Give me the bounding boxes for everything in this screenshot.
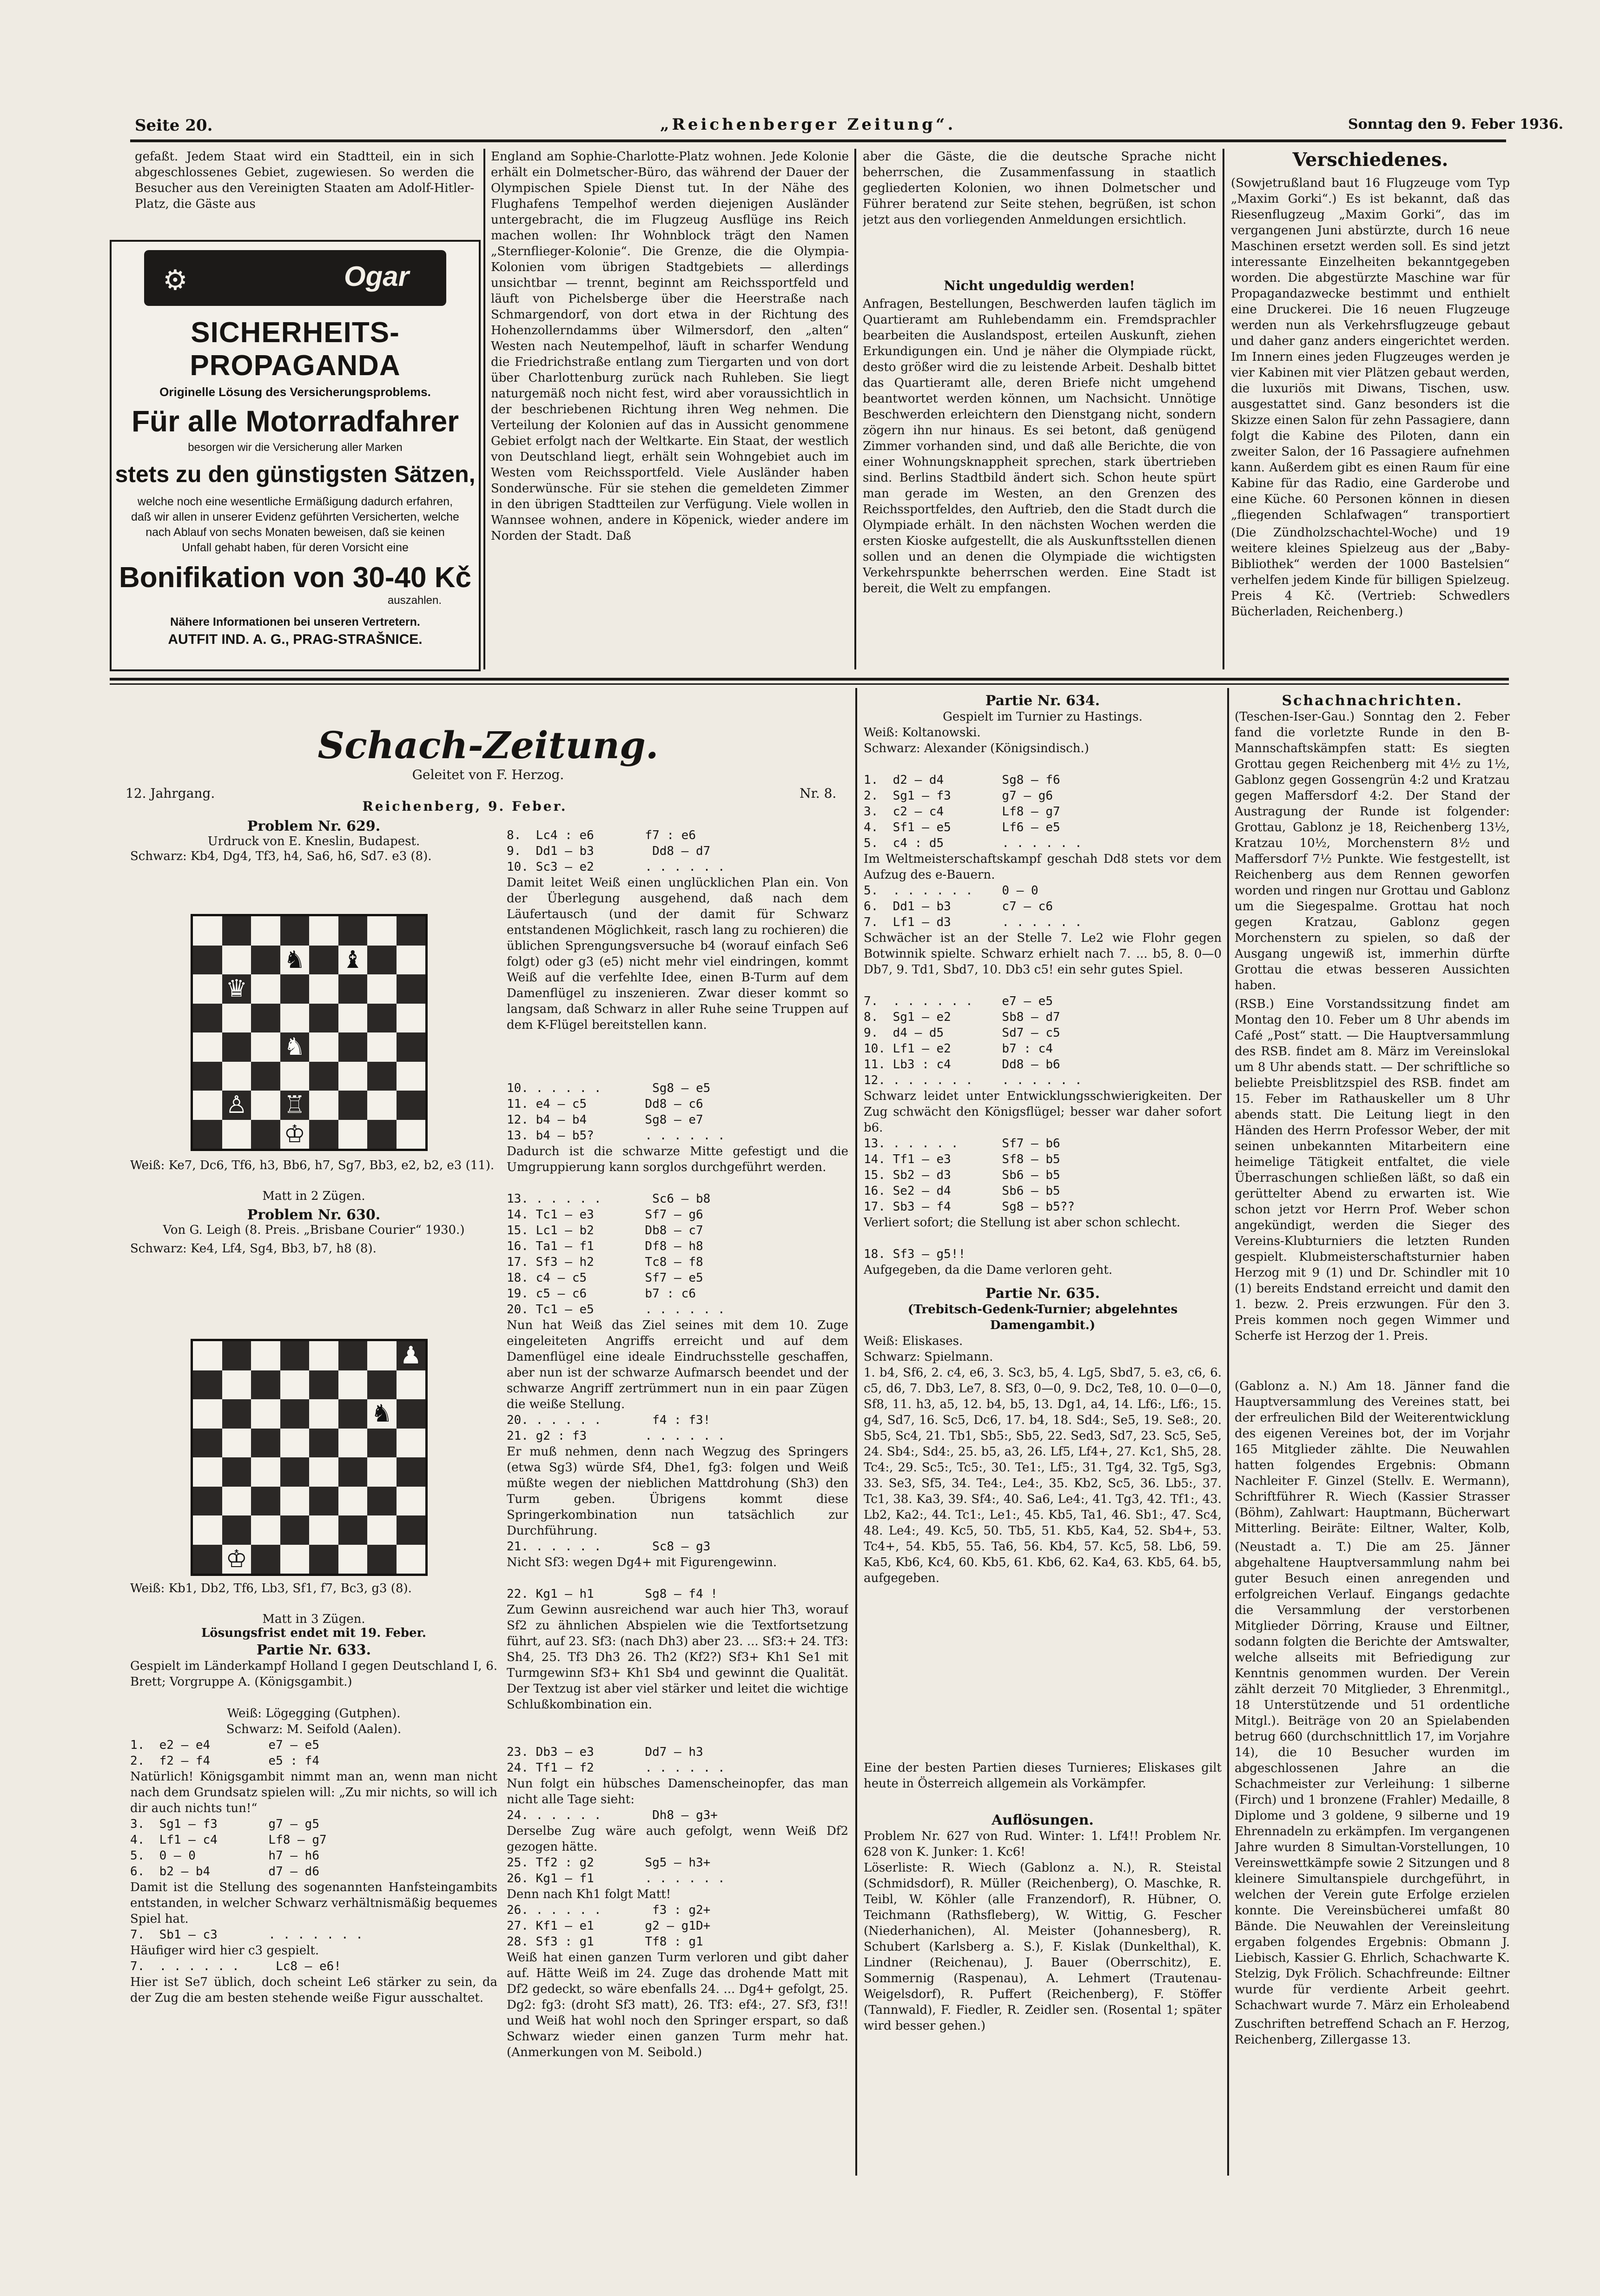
problem-629-board [191,914,428,1151]
board-square [309,1091,338,1120]
board-square [280,1062,310,1091]
board-square [222,946,251,975]
board-square [280,1091,310,1120]
board-square [367,1370,397,1400]
game-633-mid-note-5: Nicht Sf3: wegen Dg4+ mit Figurengewinn. [507,1555,777,1569]
board-square [193,1032,222,1062]
problem-629-info [130,1158,497,1257]
chess-piece: ♙ [225,1091,248,1119]
board-square [338,1004,368,1033]
board-square [251,1091,280,1120]
verschiedenes-text2: (Die Zündholzschachtel-Woche) und 19 weitere kleines Spielzeug aus der „Baby-Bibliothek“ werden der 1000 Bastelsien“ verhelfen jedem Kinde für billigen Spielzeug. Preis 4 Kč. (Vertrieb: Schwedlers Bücherladen, Reichenberg.) [1231,526,1510,619]
chess-piece: ♞ [370,1400,393,1428]
game-635-moves: 1. b4, Sf6, 2. c4, e6, 3. Sc3, b5, 4. Lg5, Sbd7, 5. e3, c6, 6. c5, d6, 7. Db3, Le7, 8. Sf3, 0—0, 9. Dc2, Te8, 10. 0—0—0, Sf8, 11. h3, a5, 12. b4, b5, 13. Dg1, a4, 14. Lf6:, Lf6:, 15. g4, Sd7, 16. Sc5, Dc6, 17. b4, 18. Sd4:, Se5, 19. Se8:, 20. Sb5, Sc4, 21. Tb1, Sb5:, Sb5, 22. Sed3, Sd7, 23. Sc5, Se5, 24. Sb4:, Sd4:, 25. b5, a3, 26. Lf5, Lf4+, 27. Kc1, Sh5, 28. Tc4:, 29. Sc5:, Tc5:, 30. Te1:, Lf5:, 31. Tg4, 32. Tg5, Sg3, 33. Se3, Sf5, 34. Te4:, Le4:, 35. Kb2, Sc5, 36. Lb5:, 37. Tc1, 38. Ka3, 39. Sf4:, 40. Sa6, Le4:, 41. Tg3, 42. Tf1:, 43. Lb2, Ka2:, 44. Tc1:, Le1:, 45. Kb5, Ta1, 46. Sb1:, 47. Sc4, 48. Le4:, 49. Kc5, 50. Tb5, 51. Kb5, Ka4, 52. Sb4+, 53. Tc4+, 54. Kb5, 55. Ta6, 56. Kb4, 57. Kc5, 58. Lb6, 59. Ka5, Kb6, Kc4, 60. Kb5, 61. Kb6, 62. Ka4, 63. Kb5, 64. b5, aufgegeben. [864,1366,1222,1585]
solutions-text: Problem Nr. 627 von Rud. Winter: 1. Lf4!! Problem Nr. 628 von K. Junker: 1. Kc6! [864,1829,1222,1859]
article-col3 [863,149,1216,674]
board-square [397,1341,426,1370]
board-square [251,974,280,1004]
board-square [193,1120,222,1149]
board-square [309,1062,338,1091]
game-634-note-5: Aufgegeben, da die Dame verloren geht. [864,1263,1112,1277]
board-square [367,1341,397,1370]
board-square [309,1487,338,1516]
board-square [251,1062,280,1091]
problem-629-white: Weiß: Ke7, Dc6, Tf6, h3, Bb6, h7, Sg7, Bb3, e2, b2, e3 (11). [130,1158,495,1172]
board-square [280,1429,310,1458]
problem-630-board [191,1339,428,1576]
article-col3-text2: Anfragen, Bestellungen, Beschwerden laufen täglich im Quartieramt am Ruhlebendamm ein. Fremdsprachler bearbeiten die Auslandspost, erteilen Auskunft, ziehen Erkundigungen ein. Und je näher die Olympiade rückt, desto größer wird die zu leistende Arbeit. Deshalb bittet das Quartieramt alle, deren Briefe nicht umgehend beantwortet werden können, um Nachsicht. Unnötige Beschwerden erleichtern den Dienstgang nicht, sondern zögern ihn nur hinaus. Es sei betont, daß genügend Zimmer vorhanden sind, und daß alle Berichte, die von einer Wohnungsknappheit sprechen, stark übertrieben sind. Berlins Stadtbild ändert sich. Schon heute spürt man gerade im Westen, an den Grenzen des Reichssportfeldes, den Auftrieb, den die Stadt durch die Olympiade erhält. In den nächsten Wochen werden die ersten Kioske aufgestellt, die als Auskunftsstellen dienen sollen und an denen die Olympiade die wichtigsten Verkehrspunkte beherrschen werden. Eine Stadt ist bereit, die Welt zu empfangen. [863,297,1216,596]
board-square [367,1457,397,1487]
board-square [222,1487,251,1516]
game-634-moves-5: 18. Sf3 — g5!! [864,1247,966,1261]
chess-col-right [864,693,1222,2171]
board-square [367,1120,397,1149]
game-634-moves-3: 7. . . . . . . e7 — e5 8. Sg1 — e2 Sb8 — d7 9. d4 — d5 Sd7 — c5 10. Lf1 — e2 b7 : c4 11. Lb3 : c4 Dd8 — b6 12. . . . . . . . . . . . . [864,994,1082,1087]
game-633-mid-note-3: Nun hat Weiß das Ziel seines mit dem 10. Zuge eingeleiteten Angriffs erreicht und auf dem Damenflügel eine ideale Eindruchsstelle geschaffen, aber nun ist der schwarze Aufmarsch beendet und der schwarze Angriff zertrümmert nun in ein paar Zügen die weiße Stellung. [507,1318,848,1411]
board-square [309,1341,338,1370]
issue-date: Sonntag den 9. Feber 1936. [1348,116,1564,132]
game-633-mid-note-7: Nun folgt ein hübsches Damenscheinopfer, das man nicht alle Tage sieht: [507,1777,848,1806]
board-square [309,1120,338,1149]
board-square [397,946,426,975]
page-number: Seite 20. [135,116,213,135]
top-col-rule-3 [1223,149,1224,669]
game-633-mid-moves-8: 24. . . . . . Dh8 — g3+ [507,1808,718,1822]
board-square [367,974,397,1004]
board-square [397,1515,426,1545]
chess-news-text-2: (RSB.) Eine Vorstandssitzung findet am Montag den 10. Feber um 8 Uhr abends im Café „Post“ statt. — Die Hauptversammlung des RSB. findet am 8. März im Vereinslokal um 8 Uhr abends statt. — Der schriftliche so beliebte Preisblitzspiel des RSB. findet am 15. Feber im Rathauskeller um 8 Uhr abends statt. Die Leitung liegt in den Händen des Herrn Professor Weber, der mit seinen unbekannten Mitarbeitern eine heimelige Tätigkeit entfaltet, die viele Überraschungen schließen läßt, so daß ein gerüttelter Abend zu erwarten ist. Wie schon jetzt vor Herrn Prof. Weber schon angekündigt, werden die Sieger des Vereins-Klubturniers die letzten Runden gespielt. Klubmeisterschaftsturnier haben Herzog mit 9 (1) und Dr. Schindler mit 10 (1) bereits Endstand erreicht und damit den 1. bezw. 2. Preis erzwungen. Für den 3. Preis kommen noch gegen Wimmer und Scherfe ist Herzog der 1. Preis. [1235,997,1510,1343]
chess-news-heading: Schachnachrichten. [1282,693,1463,709]
game-633-mid-moves-5: 21. . . . . . Sc8 — g3 [507,1540,711,1554]
game-634-moves-4: 13. . . . . . Sf7 — b6 14. Tf1 — e3 Sf8 — b5 15. Sb2 — d3 Sb6 — b5 16. Se2 — d4 Sb6 — b5 17. Sb3 — f4 Sg8 — b5?? [864,1137,1075,1214]
board-square [193,1515,222,1545]
game-634-note-2: Schwächer ist an der Stelle 7. Le2 wie Flohr gegen Botwinnik spielte. Schwarz erhielt nach 7. ... b5, 8. 0—0 Db7, 9. Td1, Sbd7, 10. Db3 c5! ein sehr gutes Spiel. [864,931,1222,977]
board-square [309,1457,338,1487]
board-square [338,1487,368,1516]
board-square [367,1091,397,1120]
game-633-note-2: Damit ist die Stellung des sogenannten Hanfsteingambits entstanden, in welcher Schwarz verhältnismäßig bequemes Spiel hat. [130,1880,497,1926]
verschiedenes-text: (Sowjetrußland baut 16 Flugzeuge vom Typ „Maxim Gorki“.) Es ist bekannt, daß das Riesenflugzeug „Maxim Gorki“, das im vergangenen Juni abstürzte, durch 16 neue Maschinen ersetzt werden soll. Es sind jetzt interessante Einzelheiten bekanntgegeben worden. Die abgestürzte Maschine war für Propagandazwecke bestimmt und enthielt eine Druckerei. Die 16 neuen Flugzeuge werden nun als Verkehrsflugzeuge gebaut und daher ganz anders eingerichtet werden. Im Innern eines jeden Flugzeuges werden je vier Kabinen mit vier Plätzen gebaut werden, die luxuriös mit Diwans, Tischen, usw. ausgestattet sind. Ganz besonders ist die Skizze einen Salon für zehn Passagiere, dann folgt die Kabine des Piloten, dann ein zweiter Salon, der 16 Passagiere aufnehmen kann. Außerdem gibt es einen Raum für eine Kabine für das Radio, eine Garderobe und eine Küche. 60 Personen können in diesen „fliegenden Schlafwagen“ transportiert [1231,176,1510,521]
game-633-mid-moves-9: 25. Tf2 : g2 Sg5 — h3+ 26. Kg1 — f1 . . . . . . [507,1856,725,1886]
board-square [222,1545,251,1574]
ad-brand: Ogar [344,261,409,292]
section-rule [110,678,1509,681]
game-633-moves-2: 3. Sg1 — f3 g7 — g5 4. Lf1 — c4 Lf8 — g7 5. 0 — 0 h7 — h6 6. b2 — b4 d7 — d6 [130,1817,327,1879]
chess-col-rule-2 [1227,688,1229,2176]
board-square [222,916,251,946]
problem-629-black: Schwarz: Kb4, Dg4, Tf3, h4, Sa6, h6, Sd7. e3 (8). [130,849,432,863]
game-633-mid-moves-10: 26. . . . . . f3 : g2+ 27. Kf1 — e1 g2 — g1D+ 28. Sf3 : g1 Tf8 : g1 [507,1903,711,1949]
board-square [397,1370,426,1400]
board-square [251,1370,280,1400]
game-633-mid-note-2: Dadurch ist die schwarze Mitte gefestigt und die Umgruppierung kann sorglos durchgeführt werden. [507,1145,848,1174]
game-633-block [130,1581,497,2022]
board-square [222,1457,251,1487]
board-square [397,974,426,1004]
board-square [338,916,368,946]
board-square [251,1429,280,1458]
board-square [280,1032,310,1062]
ad-body: welche noch eine wesentliche Ermäßigung dadurch erfahren, daß wir allen in unserer Evidenz geführten Versicherten, welche nach Ablauf von sechs Monaten beweisen, daß sie keinen Unfall gehabt haben, für deren Vorsicht eine [131,495,459,554]
board-square [338,1062,368,1091]
game-634-white: Weiß: Koltanowski. [864,726,981,740]
board-square [309,916,338,946]
chess-col-left [130,818,497,880]
board-square [280,1120,310,1149]
board-square [309,1545,338,1574]
board-square [222,1062,251,1091]
board-square [309,974,338,1004]
ad-title: SICHERHEITS-PROPAGANDA [190,317,401,382]
game-635-white: Weiß: Eliskases. [864,1334,963,1348]
board-square [309,1429,338,1458]
game-633-mid-note-1: Damit leitet Weiß einen unglücklichen Plan ein. Von der Überlegung ausgehend, daß nach dem Läufertausch (und der damit für Schwarz entstandenen Möglichkeit, rasch lang zu rochieren) die üblichen Sprengungsversuche b4 (worauf einfach Se6 folgt) oder g3 (e5) nicht mehr viel eindringen, kommt Weiß auf die verfehlte Idee, einen B-Turm auf dem Damenflügel zu inszenieren. Zwar dieser kommt so langsam, daß Schwarz in aller Ruhe seine Truppen auf dem K-Flügel bereitstellen kann. [507,876,848,1032]
board-square [222,1120,251,1149]
game-634-black: Schwarz: Alexander (Königsindisch.) [864,741,1089,755]
ad-headline2: stets zu den günstigsten Sätzen, [115,461,476,487]
chess-piece: ♖ [284,1091,306,1119]
board-square [251,1341,280,1370]
problem-630-source: Von G. Leigh (8. Preis. „Brisbane Courier“ 1930.) [163,1223,465,1237]
board-square [222,1032,251,1062]
board-square [338,1341,368,1370]
board-square [193,1487,222,1516]
problem-630-black: Schwarz: Ke4, Lf4, Sg4, Bb3, b7, h8 (8). [130,1242,377,1256]
board-square [397,1487,426,1516]
chess-piece: ♛ [225,975,248,1003]
solving-deadline: Lösungsfrist endet mit 19. Feber. [201,1626,426,1640]
chess-piece: ♔ [284,1120,306,1148]
board-square [222,1370,251,1400]
game-633-mid-moves-3: 13. . . . . . Sc6 — b8 14. Tc1 — e3 Sf7 — g6 15. Lc1 — b2 Db8 — c7 16. Ta1 — f1 Df8 — h8 17. Sf3 — h2 Tc8 — f8 18. c4 — c5 Sf7 — e5 19. c5 — c6 b7 : c6 20. Tc1 — e5 . . . . . . [507,1192,725,1317]
chess-col-rule-1 [855,688,857,2176]
problem-630-white: Weiß: Kb1, Db2, Tf6, Lb3, Sf1, f7, Bc3, g3 (8). [130,1581,412,1595]
ad-line2: besorgen wir die Versicherung aller Marken [188,441,403,454]
game-633-note-3: Häufiger wird hier c3 gespielt. [130,1944,319,1958]
verschiedenes-heading: Verschiedenes. [1292,149,1448,171]
game-633-mid-moves-2: 10. . . . . . Sg8 — e5 11. e4 — c5 Dd8 — c6 12. b4 — b4 Sg8 — e7 13. b4 — b5? . . . . . . [507,1081,725,1143]
game-635-heading: Partie Nr. 635. [985,1285,1100,1302]
game-635-note: Eine der besten Partien dieses Turnieres; Eliskases gilt heute in Österreich allgemein als Vorkämpfer. [864,1761,1222,1791]
board-square [338,1457,368,1487]
board-square [309,1515,338,1545]
board-square [251,1032,280,1062]
board-square [397,1004,426,1033]
board-square [338,1032,368,1062]
board-square [251,946,280,975]
board-square [193,1399,222,1429]
problem-630-task: Matt in 3 Zügen. [262,1612,365,1626]
board-square [397,916,426,946]
board-square [280,1487,310,1516]
board-square [251,1457,280,1487]
article-col3-text: aber die Gäste, die die deutsche Sprache nicht beherrschen, die Zusammenfassung in staatlich gegliederten Kolonien, wo ihnen Dolmetscher und Führer beratend zur Seite stehen, begrüßen, ist schon jetzt aus den vorliegenden Anmeldungen ersichtlich. [863,150,1216,227]
article-col2: England am Sophie-Charlotte-Platz wohnen. Jede Kolonie erhält ein Dolmetscher-Büro, das während der Dauer der Olympischen Spiele Dienst tut. In der Nähe des Flughafens Tempelhof werden diejenigen Ausländer untergebracht, die im Flugzeug Ausflüge ins Reich machen wollen: Ihr Wohnblock trägt den Namen „Sternflieger-Kolonie“. Die Grenze, die die Olympia-Kolonien vom übrigen Stadtgebiets — allerdings unsichtbar — trennt, beginnt am Reichssportfeld und läuft von Pichelsberge über die Heerstraße nach Schmargendorf, von dort etwa in der Richtung des Hohenzollerndamms über Wilmersdorf, den „alten“ Westen nach Neutempelhof, läuft in scharfer Wendung die Friedrichstraße entlang zum Tiergarten und von dort über Charlottenburg zurück nach Ruhleben. Sie liegt naturgemäß noch nicht fest, wird aber voraussichtlich in der beschriebenen Richtung ihren Weg nehmen. Die Verteilung der Kolonien auf das in Aussicht genommene Gebiet erfolgt nach der Weltkarte. Ein Staat, der westlich von Deutschland liegt, erhält sein Wohngebiet auch im Westen vom Reichssportfeld. Viele Ausländer haben Sonderwünsche. Für sie stehen die gemeldeten Zimmer in den übrigen Stadtteilen zur Verfügung. Viele wollen in Wannsee wohnen, andere in Köpenick, wieder andere im Norden der Stadt. Daß [491,150,849,543]
motorcycle-icon: ⚙ [163,265,188,296]
board-square [338,1370,368,1400]
ad-bonus: Bonifikation von 30-40 Kč [119,562,471,594]
game-634-moves-1: 1. d2 — d4 Sg8 — f6 2. Sg1 — f3 g7 — g6 3. c2 — c4 Lf8 — g7 4. Sf1 — e5 Lf6 — e5 5. c4 : d5 . . . . . . [864,773,1082,850]
board-square [367,1429,397,1458]
game-634-note-4: Verliert sofort; die Stellung ist aber schon schlecht. [864,1216,1181,1230]
board-square [251,1515,280,1545]
insurance-ad [110,240,481,671]
game-633-mid-moves-6: 22. Kg1 — h1 Sg8 — f4 ! [507,1587,718,1601]
board-square [367,1487,397,1516]
game-633-mid-note-8: Derselbe Zug wäre auch gefolgt, wenn Weiß Df2 gezogen hätte. [507,1824,848,1854]
masthead: „Reichenberger Zeitung“. [660,115,956,134]
chess-news-text-1: (Teschen-Iser-Gau.) Sonntag den 2. Feber fand die vorletzte Runde in den B-Mannschaftskämpfen statt: Es siegten Grottau gegen Reichenberg mit 4½ zu 1½, Gablonz gegen Gossengrün 4:2 und Kratzau gegen Maffersdorf 4:2. Der Stand der Austragung der Runde ist folgender: Grottau, Gablonz je 18, Reichenberg 13½, Kratzau 10½, Morchenstern 8½ und Maffersdorf 7½ Punkte. Wie festgestellt, ist Reichenberg aus dem Rennen geworfen worden und ringen nur Grottau und Gablonz um die Siegespalme. Grottau hat noch gegen Kratzau, Gablonz gegen Morchenstern zu spielen, so daß der Ausgang ungewiß ist, immerhin dürfte Grottau die etwas besseren Aussichten haben. [1235,710,1510,993]
article-col1: gefaßt. Jedem Staat wird ein Stadtteil, ein in sich abgeschlossenes Gebiet, zugewiesen. So werden die Besucher aus den Vereinigten Staaten am Adolf-Hitler-Platz, die Gäste aus [135,150,474,211]
section-rule-2 [110,683,1509,685]
board-square [251,916,280,946]
board-square [251,1120,280,1149]
board-square [367,1399,397,1429]
game-633-mid-moves-4: 20. . . . . . f4 : f3! 21. g2 : f3 . . . . . . [507,1413,725,1443]
chess-editor: Geleitet von F. Herzog. [412,767,564,782]
board-square [251,1004,280,1033]
game-635-info: (Trebitsch-Gedenk-Turnier; abgelehntes Damengambit.) [907,1303,1178,1332]
chess-news-text-4: (Neustadt a. T.) Die am 25. Jänner abgehaltene Hauptversammlung nahm bei guter Besuch einen anregenden und erfolgreichen Verlauf. Eingangs gedachte die Versammlung der verstorbenen Mitglieder Dörring, Krause und Eiltner, sodann folgten die Berichte der Amtswalter, welche allseits mit Befriedigung zur Kenntnis genommen wurden. Der Verein zählt derzeit 70 Mitglieder, 3 Ehrenmitgl., 18 Unterstützende und 51 ordentliche Mitgl.). Beiträge von 20 an Spielabenden betrug 660 (durchschnittlich 17, im Vorjahre 14), die 10 Besucher wurden im abgeschlossenen Jahre an die Schachmeister zur Verleihung: 1 silberne (Firch) und 1 bronzene (Frahler) Medaille, 8 Diplome und 3 goldene, 9 silberne und 19 Ehrennadeln zu erkämpfen. Im vergangenen Jahre wurden 8 Simultan-Vorstellungen, 10 Vereinswettkämpfe sowie 2 Sitzungen und 8 kleinere Simultanspiele durchgeführt, in welchen der Verein gute Erfolge erzielen konnte. Die Vereinsbücherei umfaßt 80 Bände. Die Neuwahlen der Vereinsleitung ergaben folgendes Ergebnis: Obmann J. Liebisch, Kassier G. Ehrlich, Schachwarte K. Stelzig, Dyk Frölich. Schachfreunde: Eiltner wurde für verdiente Arbeit geehrt. Schachwart wurde 7. März ein Erholeabend [1235,1540,1510,2012]
board-square [397,1032,426,1062]
board-square [397,1062,426,1091]
chess-news-text-5: Zuschriften betreffend Schach an F. Herzog, Reichenberg, Zillergasse 13. [1235,2017,1510,2047]
game-633-note-1: Natürlich! Königsgambit nimmt man an, wenn man nicht nach dem Grundsatz spielen will: „Zu mir nichts, so will ich dir auch nichts tun!“ [130,1770,497,1815]
board-square [222,974,251,1004]
board-square [367,1032,397,1062]
chess-piece: ♞ [284,1033,306,1061]
game-633-mid-note-10: Weiß hat einen ganzen Turm verloren und gibt daher auf. Hätte Weiß im 24. Zuge das drohende Matt mit Df2 gedeckt, so wäre ebenfalls 24. ... Dg4+ gefolgt, 25. Dg2: fg3: (droht Sf3 matt), 26. Tf3: ef4:, 27. Sf3, f3!! und Weiß hat wohl noch den Springer erspart, so daß Schwarz wieder einen ganzen Turm mehr hat. (Anmerkungen von M. Seibold.) [507,1951,848,2059]
chess-piece: ♝ [342,946,364,974]
game-633-moves-3: 7. Sb1 — c3 . . . . . . . [130,1928,363,1942]
board-square [309,1004,338,1033]
board-square [280,1399,310,1429]
problem-629-task: Matt in 2 Zügen. [262,1189,365,1203]
board-square [338,974,368,1004]
ad-payout: auszahlen. [387,594,442,607]
board-square [193,1062,222,1091]
board-square [222,1399,251,1429]
top-col-rule-2 [854,149,856,669]
header-rule [130,139,1506,142]
board-square [397,1429,426,1458]
board-square [309,1032,338,1062]
board-square [280,916,310,946]
board-square [193,1341,222,1370]
chess-col-middle [507,827,848,2176]
problem-629-heading: Problem Nr. 629. [247,818,381,834]
board-square [222,1004,251,1033]
board-square [338,1515,368,1545]
board-square [280,1457,310,1487]
problem-630-heading: Problem Nr. 630. [247,1207,381,1223]
game-633-mid-moves-7: 23. Db3 — e3 Dd7 — h3 24. Tf1 — f2 . . . . . . [507,1745,725,1775]
chess-piece: ♞ [284,946,306,974]
board-square [193,1545,222,1574]
board-square [338,1545,368,1574]
ad-headline: Für alle Motorradfahrer [131,404,459,438]
board-square [309,946,338,975]
board-square [193,1370,222,1400]
game-633-moves-1: 1. e2 — e4 e7 — e5 2. f2 — f4 e5 : f4 [130,1738,319,1768]
board-square [193,1429,222,1458]
board-square [251,1487,280,1516]
chess-piece: ♔ [225,1545,248,1573]
ad-info: Nähere Informationen bei unseren Vertretern. [170,615,420,629]
board-square [367,1062,397,1091]
board-square [280,1370,310,1400]
chess-year: 12. Jahrgang. [126,786,215,801]
board-square [280,1004,310,1033]
board-square [193,974,222,1004]
game-633-heading: Partie Nr. 633. [256,1642,371,1658]
game-633-mid-moves-1: 8. Lc4 : e6 f7 : e6 9. Dd1 — b3 Dd8 — d7 10. Sc3 — e2 . . . . . . [507,828,725,874]
problem-629-source: Urdruck von E. Kneslin, Budapest. [207,834,420,848]
board-square [309,1399,338,1429]
board-square [338,1399,368,1429]
game-633-mid-note-4: Er muß nehmen, denn nach Wegzug des Springers (etwa Sg3) würde Sf4, Dhe1, fg3: folgen und Weiß müßte wegen der nieblichen Mattdrohung (Sh3) den Turm geben. Übrigens kommt diese Springerkombination nun tatsächlich zur Durchführung. [507,1445,848,1538]
ad-subtitle: Originelle Lösung des Versicherungsproblems. [159,385,431,399]
board-square [397,1091,426,1120]
game-633-mid-note-9: Denn nach Kh1 folgt Matt! [507,1887,671,1901]
board-square [251,1399,280,1429]
board-square [338,946,368,975]
game-634-info: Gespielt im Turnier zu Hastings. [943,710,1143,724]
game-633-moves-4: 7. . . . . . . Lc8 — e6! [130,1959,341,1973]
chess-news-text-3: (Gablonz a. N.) Am 18. Jänner fand die Hauptversammlung des Vereines statt, bei der erfreulichen Bild der Weiterentwicklung des eigenen Vereines bot, der im Vorjahr 165 Mitglieder zählte. Die Neuwahlen hatten folgendes Ergebnis: Obmann Nachleiter F. Ginzel (Stellv. E. Wermann), Schriftführer R. Wiech (Kassier Strasser (Böhm), Zahlwart: Hauptmann, Bücherwart Mitterling. Beiräte: Eiltner, Walter, Kolb, [1235,1379,1510,1535]
game-633-info: Gespielt im Länderkampf Holland I gegen Deutschland I, 6. Brett; Vorgruppe A. (Königsgambit.) [130,1659,497,1689]
chess-title: Schach-Zeitung. [317,723,659,767]
board-square [367,1545,397,1574]
board-square [193,1457,222,1487]
chess-news [1235,693,1510,2171]
game-633-mid-note-6: Zum Gewinn ausreichend war auch hier Th3, worauf Sf2 zu ähnlichen Abspielen wie die Textfortsetzung führt, auf 23. Sf3: (nach Dh3) aber 23. ... Sf3:+ 24. Tf3: Sh4, 25. Tf3 Dh3 26. Th2 (Kf2?) Sf3+ Kh1 Se1 mit Turmgewinn Sf3+ Kh1 Sb4 und gewinnt die Qualität. Der Textzug ist aber viel stärker und leitet die wichtige Schlußkombination ein. [507,1603,848,1712]
board-square [367,916,397,946]
game-634-note-1: Im Weltmeisterschaftskampf geschah Dd8 stets vor dem Aufzug des e-Bauern. [864,852,1222,882]
article-col3-heading: Nicht ungeduldig werden! [944,278,1135,293]
board-square [338,1429,368,1458]
ad-logo-banner [144,250,446,306]
board-square [222,1341,251,1370]
board-square [193,1091,222,1120]
chess-issue: Nr. 8. [800,786,837,801]
board-square [367,1004,397,1033]
board-square [397,1457,426,1487]
board-square [280,1515,310,1545]
board-square [367,946,397,975]
board-square [193,916,222,946]
chess-piece: ♟ [400,1342,422,1370]
board-square [397,1399,426,1429]
game-634-moves-2: 5. . . . . . . 0 — 0 6. Dd1 — b3 c7 — c6 7. Lf1 — d3 . . . . . . [864,884,1082,929]
board-square [280,946,310,975]
chess-place-date: Reichenberg, 9. Feber. [362,799,568,814]
board-square [280,974,310,1004]
top-col-rule-1 [483,149,485,669]
board-square [338,1120,368,1149]
board-square [338,1091,368,1120]
solutions-heading: Auflösungen. [992,1812,1094,1828]
ad-company: AUTFIT IND. A. G., PRAG-STRAŠNICE. [168,632,423,647]
board-square [397,1120,426,1149]
game-633-note-4: Hier ist Se7 üblich, doch scheint Le6 stärker zu sein, da der Zug die am besten stehende weiße Figur ausschaltet. [130,1975,497,2005]
game-634-note-3: Schwarz leidet unter Entwicklungsschwierigkeiten. Der Zug schwächt den Königsflügel; besser war daher sofort b6. [864,1089,1222,1135]
board-square [280,1545,310,1574]
game-635-black: Schwarz: Spielmann. [864,1350,993,1364]
board-square [193,1004,222,1033]
board-square [193,946,222,975]
board-square [309,1370,338,1400]
board-square [367,1515,397,1545]
game-634-heading: Partie Nr. 634. [985,693,1100,709]
article-col4 [1231,149,1510,674]
board-square [280,1341,310,1370]
solvers-list: Löserliste: R. Wiech (Gablonz a. N.), R. Steistal (Schmidsdorf), R. Müller (Reichenberg), O. Maschke, R. Teibl, W. Köhler (alle Franzendorf), R. Hübner, O. Teichmann (Rathsfleberg), W. Wittig, G. Fescher (Niederhanichen), Al. Meister (Johannesberg), R. Schubert (Karlsberg a. S.), F. Kislak (Dunkelthal), K. Lindner (Reichenau), J. Bauer (Oberrschitz), E. Sommernig (Raspenau), A. Lehmert (Trautenau-Weigelsdorf), R. Puffert (Reichenberg), F. Stöffer (Tannwald), F. Fiedler, R. Zeidler sen. (Rosental 1; später wird besser gehen.) [864,1861,1222,2033]
board-square [397,1545,426,1574]
game-633-white: Weiß: Lögegging (Gutphen). [227,1707,401,1720]
board-square [222,1429,251,1458]
board-square [222,1515,251,1545]
board-square [222,1091,251,1120]
game-633-black: Schwarz: M. Seifold (Aalen). [226,1722,402,1736]
board-square [251,1545,280,1574]
